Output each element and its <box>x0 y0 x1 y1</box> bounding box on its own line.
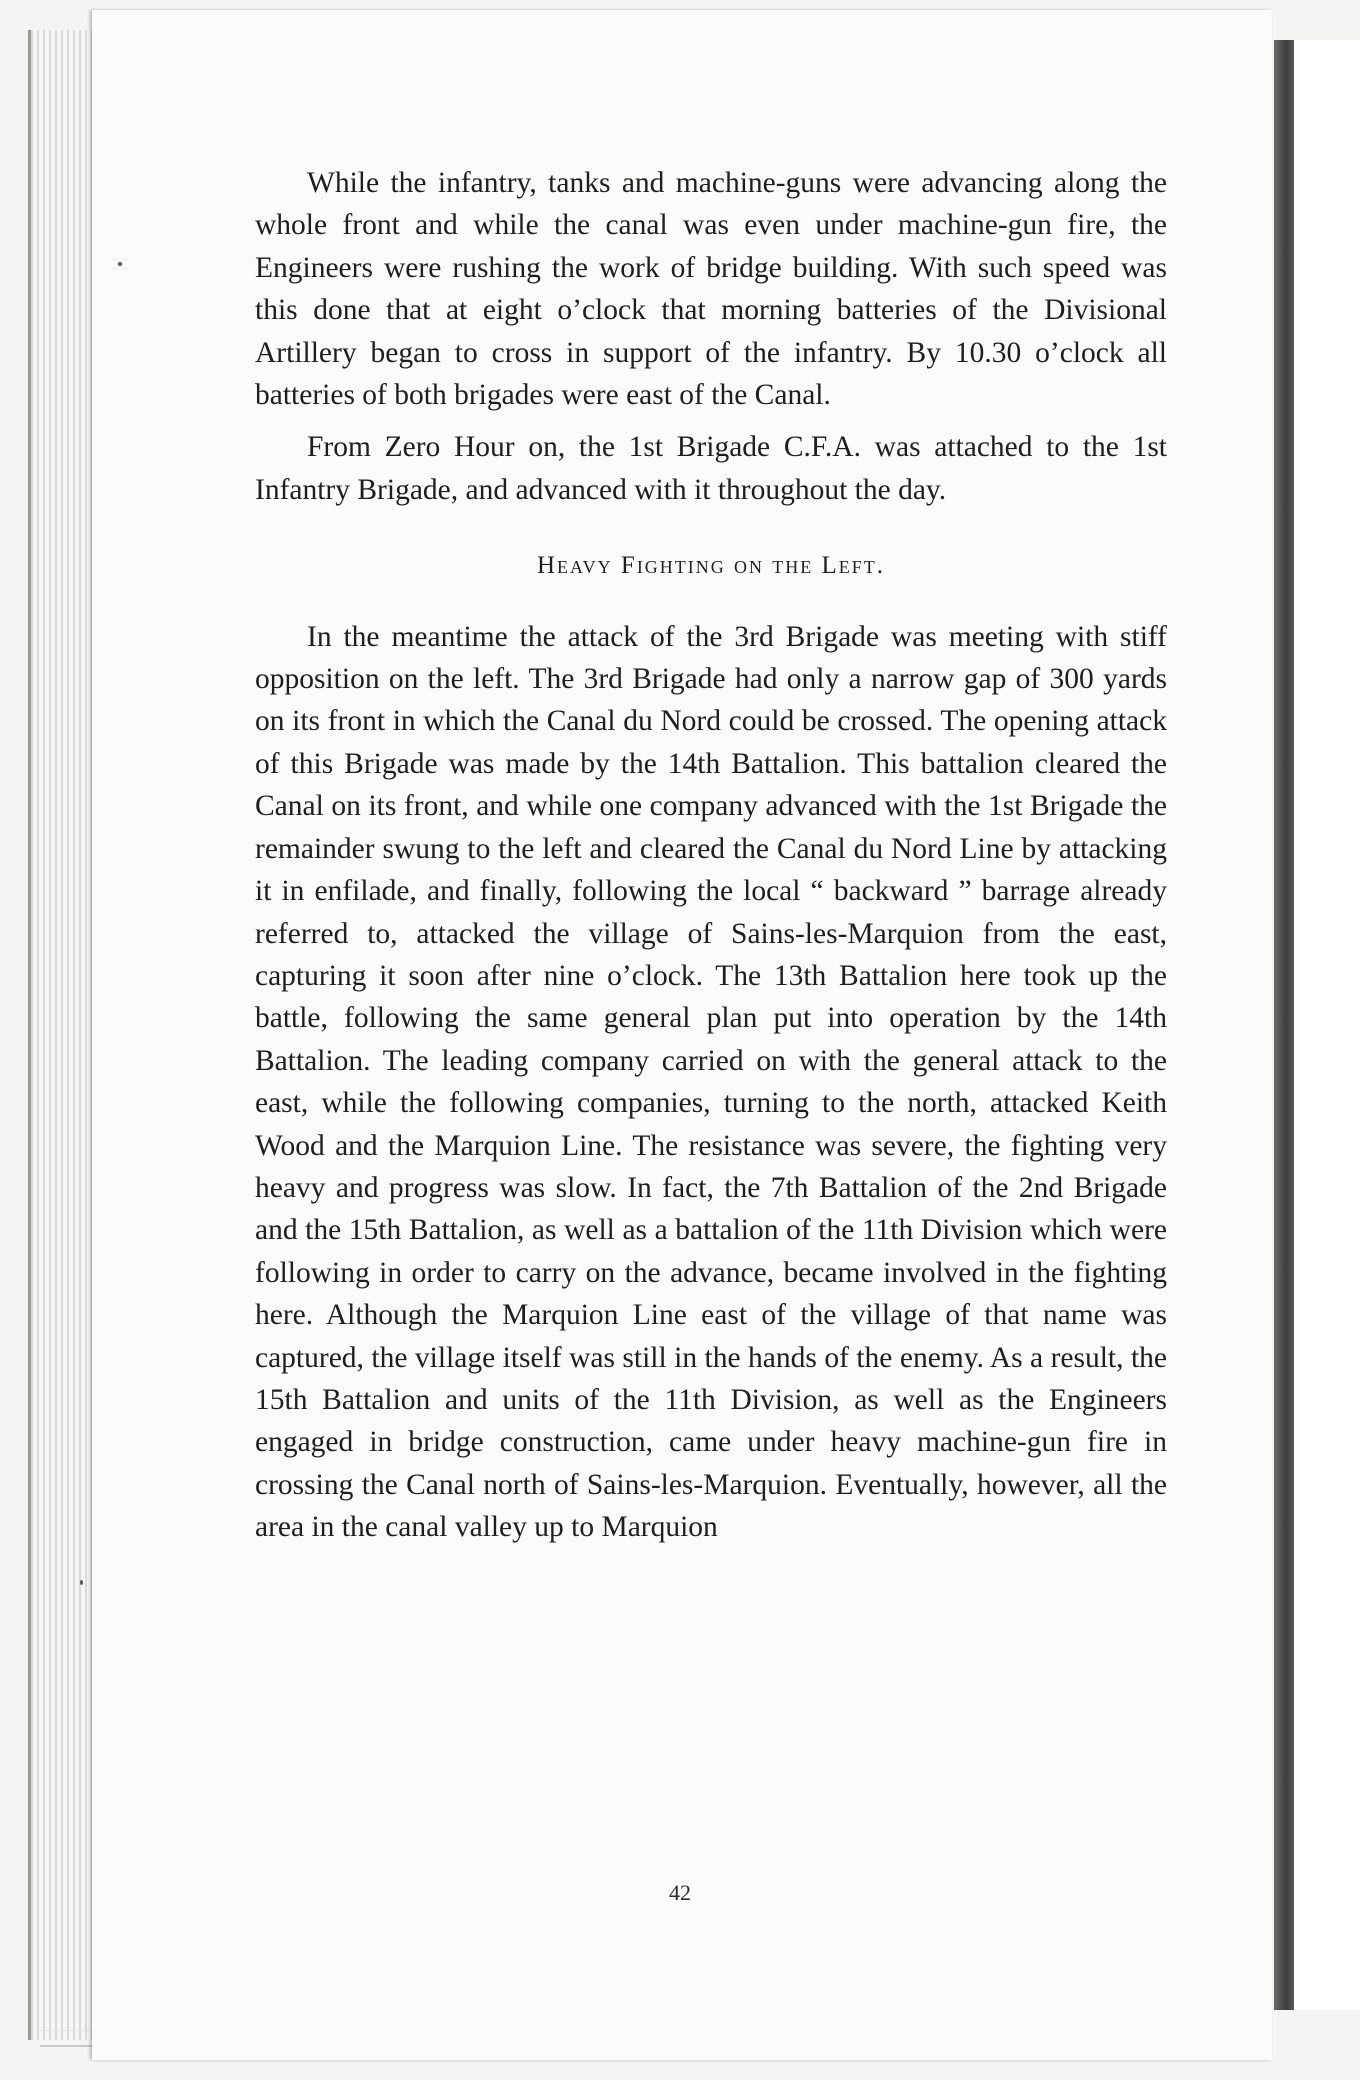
page-body-text <box>255 162 1167 1549</box>
page-number: 42 <box>669 1880 691 1905</box>
paragraph-bridge-building: While the infantry, tanks and machine-guns were advancing along the whole front and while the canal was even under machine-gun fire, the Engineers were rushing the work of bridge building. With such speed was this done that at eight o’clock that morning batteries of the Divisional Artillery began to cross in support of the infantry. By 10.30 o’clock all batteries of both brigades were east of the Canal. <box>255 167 1167 412</box>
book-spine-shadow <box>1274 40 1294 2010</box>
page-stack-edges <box>28 30 101 2040</box>
scan-margin <box>1294 40 1360 2010</box>
paragraph-3rd-brigade: In the meantime the attack of the 3rd Brigade was meeting with stiff opposition on the left. The 3rd Brigade had only a narrow gap of 300 yards on its front in which the Canal du Nord could be crossed. The opening attack of this Brigade was made by the 14th Battalion. This battalion cleared the Canal on its front, and while one company advanced with the 1st Brigade the remainder swung to the left and cleared the Canal du Nord Line by attacking it in enfilade, and finally, following the local “ backward ” barrage already referred to, attacked the village of Sains-les-Marquion from the east, capturing it soon after nine o’clock. The 13th Battalion here took up the battle, following the same general plan put into operation by the 14th Battalion. The leading company carried on with the general attack to the east, while the following companies, turning to the north, attacked Keith Wood and the Marquion Line. The resistance was severe, the fighting very heavy and progress was slow. In fact, the 7th Battalion of the 2nd Brigade and the 15th Battalion, as well as a battalion of the 11th Division which were following in order to carry on the advance, became involved in the fighting here. Although the Marquion Line east of the village of that name was captured, the village itself was still in the hands of the enemy. As a result, the 15th Battalion and units of the 11th Division, as well as the Engineers engaged in bridge construction, came under heavy machine-gun fire in crossing the Canal north of Sains-les-Marquion. Eventually, however, all the area in the canal valley up to Marquion <box>255 620 1167 1544</box>
scan-speck <box>118 262 122 266</box>
paragraph-zero-hour: From Zero Hour on, the 1st Brigade C.F.A. was attached to the 1st Infantry Brigade, and advanced with it throughout the day. <box>255 431 1167 506</box>
scan-speck <box>80 1580 83 1585</box>
section-heading: Heavy Fighting on the Left. <box>536 552 886 580</box>
